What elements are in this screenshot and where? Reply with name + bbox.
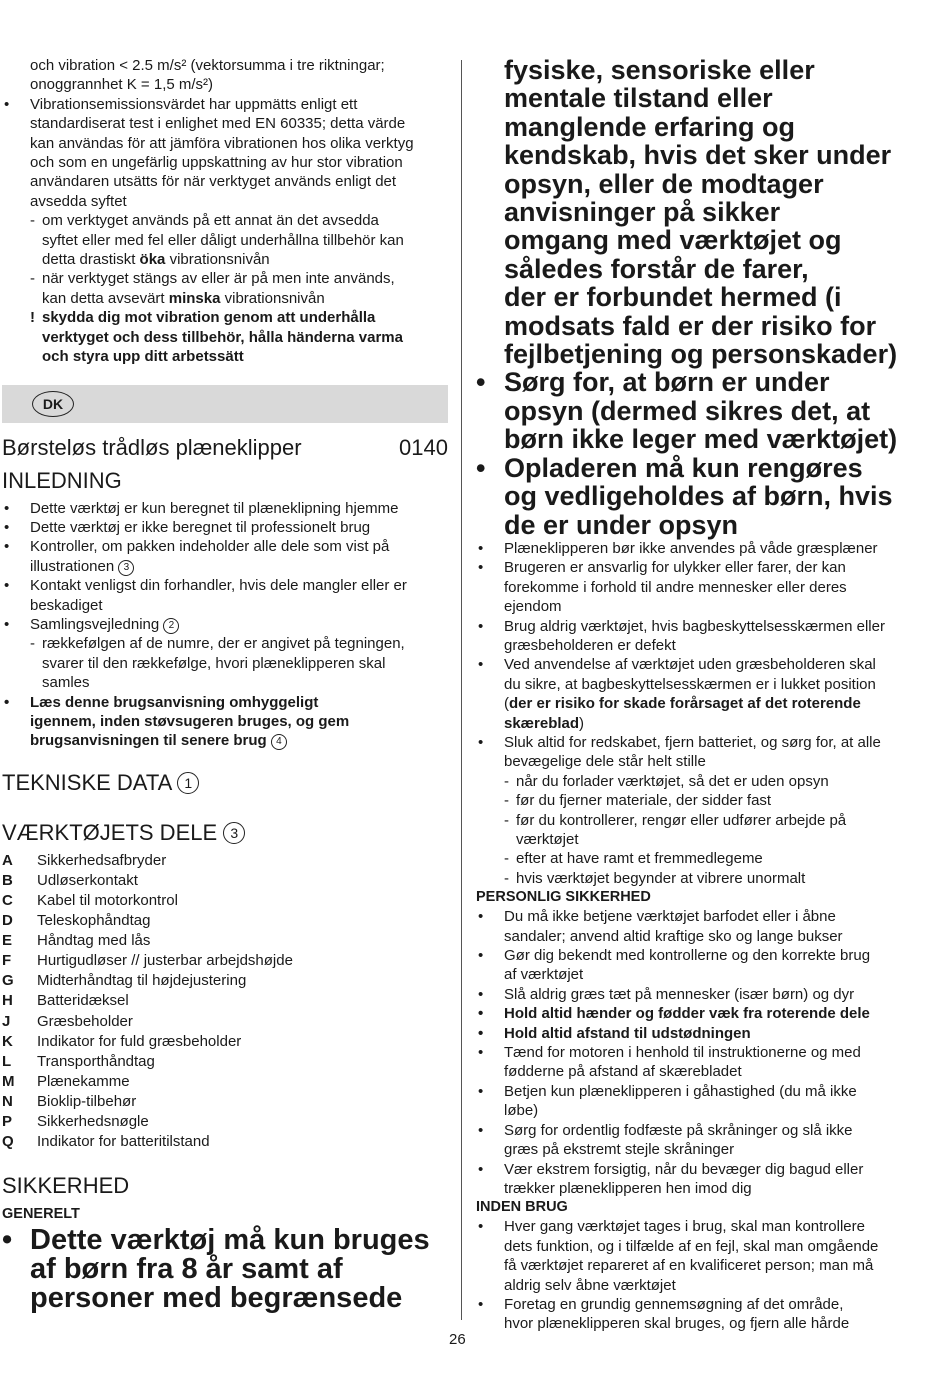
big-bullet-supervision (476, 368, 932, 453)
parts-list-item (2, 991, 448, 1011)
intro-bullet-read-manual (2, 693, 448, 751)
text-line: Plæneklipperen bør ikke anvendes på våde græsplæner (504, 539, 878, 557)
text-line: Kontakt venligst din forhandler, hvis dele mangler eller er (30, 577, 407, 595)
parts-list-item (2, 1032, 448, 1052)
personal-bullet (476, 1043, 932, 1082)
dash-marker: - (30, 635, 35, 653)
intro-bullet (2, 499, 448, 518)
bullet-marker: • (478, 617, 484, 635)
personal-bullet (476, 1024, 932, 1043)
part-letter: B (2, 871, 13, 889)
figure-ref-4: 4 (271, 734, 287, 750)
text-span: illustrationen (30, 557, 115, 575)
parts-list-item (2, 1012, 448, 1032)
safety-sub (476, 772, 932, 791)
dash-marker: - (30, 212, 35, 230)
parts-list-item (2, 1052, 448, 1072)
text-line: om verktyget används på ett annat än det avsedda (42, 212, 379, 230)
personal-bullet (476, 907, 932, 946)
text-line: trækker plæneklipperen hen imod dig (504, 1179, 752, 1197)
text-line: af børn fra 8 år samt af (30, 1253, 343, 1286)
intro-sub (2, 634, 448, 692)
bullet-marker: • (478, 1024, 484, 1042)
text-line: Sørg for ordentlig fodfæste på skråninger og slå ikke (504, 1121, 853, 1139)
intro-bullet (2, 576, 448, 615)
product-title: Børsteløs trådløs plæneklipper (2, 434, 302, 460)
bullet-marker: • (478, 1082, 484, 1100)
text-line: standardiserat test i enlighet med EN 60335; detta värde (30, 115, 406, 133)
text-line: værktøjet (516, 831, 579, 848)
safety-bullet (476, 655, 932, 733)
safety-bullet (476, 539, 932, 558)
parts-list-item (2, 951, 448, 971)
intro-bullet (2, 615, 448, 634)
tech-data-heading (2, 769, 448, 797)
text-span: vibrationsnivån (220, 289, 325, 307)
safety-bullet (476, 733, 932, 772)
part-name: Indikator for fuld græsbeholder (37, 1032, 242, 1050)
safety-sub (476, 811, 932, 850)
bullet-marker: • (476, 452, 486, 483)
text-line: før du fjerner materiale, der sidder fast (516, 792, 772, 810)
part-letter: D (2, 912, 13, 930)
part-name: Midterhåndtag til højdejustering (37, 972, 247, 990)
personal-bullet (476, 946, 932, 985)
figure-ref-2: 2 (163, 618, 179, 634)
text-line: forekomme i forhold til andre mennesker eller deres (504, 578, 847, 596)
text-line: anvisninger på sikker (504, 197, 781, 228)
right-column (476, 56, 932, 1334)
text-line (504, 714, 932, 733)
text-span: brugsanvisningen til senere brug (30, 732, 267, 750)
part-letter: G (2, 972, 14, 990)
sv-sub-increase (2, 211, 448, 269)
text-span: Samlingsvejledning (30, 615, 160, 633)
safety-sub (476, 869, 932, 888)
bullet-marker: • (2, 1224, 13, 1257)
part-name: Plænekamme (37, 1072, 130, 1090)
text-line: syftet eller med fel eller dåligt underhållna tillbehör kan (42, 231, 404, 249)
bullet-marker: • (478, 985, 484, 1003)
text-line: när verktyget stängs av eller är på men inte används, (42, 270, 395, 288)
text-line: Gør dig bekendt med kontrollerne og den korrekte brug (504, 947, 871, 965)
intro-bullet (2, 518, 448, 537)
big-bullet-children (2, 1226, 448, 1313)
parts-list-item (2, 971, 448, 991)
text-line: beskadiget (30, 596, 103, 614)
before-use-bullet (476, 1295, 932, 1334)
text-line: efter at have ramt et fremmedlegeme (516, 850, 763, 868)
text-line: avsedda syftet (30, 192, 127, 210)
text-line: sandaler; anvend altid kraftige sko og lange bukser (504, 927, 843, 945)
figure-ref-1: 1 (177, 772, 199, 794)
text-line: Opladeren må kun rengøres (504, 452, 863, 483)
heading-text: VÆRKTØJETS DELE (2, 819, 218, 845)
text-line: Tænd for motoren i henhold til instruktionerne og med (504, 1044, 861, 1062)
before-use-bullet (476, 1217, 932, 1295)
bullet-marker: • (4, 499, 10, 517)
bullet-marker: • (478, 1044, 484, 1062)
part-letter: E (2, 932, 13, 950)
text-line: Slå aldrig græs tæt på mennesker (især børn) og dyr (504, 985, 855, 1003)
text-line: fysiske, sensoriske eller (504, 55, 815, 85)
text-line: Brug aldrig værktøjet, hvis bagbeskyttelsesskærmen eller (504, 617, 885, 635)
column-divider (461, 60, 462, 1320)
text-span: kan detta avsevärt (42, 289, 169, 307)
text-line: børn ikke leger med værktøjet) (504, 424, 898, 455)
text-span: ( (504, 695, 509, 713)
parts-list-item (2, 891, 448, 911)
text-line: når du forlader værktøjet, så det er uden opsyn (516, 772, 829, 790)
text-line: Dette værktøj er ikke beregnet til professionelt brug (30, 518, 371, 536)
bullet-marker: • (478, 1295, 484, 1313)
bullet-marker: • (478, 947, 484, 965)
text-line: løbe) (504, 1102, 539, 1120)
parts-list-item (2, 1132, 448, 1152)
bullet-marker: • (478, 1218, 484, 1236)
text-line: skydda dig mot vibration genom att underhålla (42, 309, 376, 327)
part-name: Udløserkontakt (37, 871, 138, 889)
text-line (30, 731, 448, 750)
parts-list (2, 851, 448, 1152)
text-line: Ved anvendelse af værktøjet uden græsbeholderen skal (504, 656, 876, 674)
safety-sub (476, 849, 932, 868)
parts-list-item (2, 1112, 448, 1132)
part-name: Batteridæksel (37, 992, 129, 1010)
dash-marker: - (30, 270, 35, 288)
bullet-marker: • (476, 367, 486, 398)
text-line: Brugeren er ansvarlig for ulykker eller farer, der kan (504, 559, 846, 577)
bullet-marker: • (478, 539, 484, 557)
text-line: opsyn (dermed sikres det, at (504, 395, 871, 426)
text-line: samles (42, 674, 90, 692)
product-title-row (2, 433, 448, 463)
dash-marker: - (504, 850, 509, 868)
text-line: Hold altid afstand til udstødningen (504, 1024, 751, 1042)
general-heading: GENERELT (2, 1206, 80, 1223)
part-name: Hurtigudløser // justerbar arbejdshøjde (37, 952, 293, 970)
language-bar (2, 385, 448, 423)
text-line: rækkefølgen af de numre, der er angivet på tegningen, (42, 635, 405, 653)
text-line: Hold altid hænder og fødder væk fra roterende dele (504, 1005, 870, 1023)
parts-list-item (2, 871, 448, 891)
text-span: vibrationsnivån (165, 251, 270, 269)
safety-heading: SIKKERHED (2, 1173, 130, 1199)
personal-bullet (476, 1121, 932, 1160)
text-line: således forstår de farer, (504, 253, 809, 284)
text-line: Betjen kun plæneklipperen i gåhastighed (du må ikke (504, 1082, 857, 1100)
figure-ref-3: 3 (118, 560, 134, 576)
text-line: mentale tilstand eller (504, 83, 773, 114)
part-name: Græsbeholder (37, 1012, 133, 1030)
bullet-marker: • (478, 559, 484, 577)
text-line: græs på ekstremt stejle skråninger (504, 1141, 735, 1159)
text-line: aldrig selv åbne værktøjet (504, 1276, 676, 1294)
text-line: græsbeholderen er defekt (504, 636, 676, 654)
text-line: opsyn, eller de modtager (504, 168, 824, 199)
heading-text: TEKNISKE DATA (2, 769, 172, 795)
part-name: Kabel til motorkontrol (37, 891, 178, 909)
text-line: før du kontrollerer, rengør eller udfører arbejde på (516, 811, 847, 829)
part-letter: M (2, 1072, 15, 1090)
text-line: verktyget och dess tillbehör, hålla händerna varma (42, 328, 403, 346)
text-line: manglende erfaring og (504, 111, 796, 142)
text-line: omgang med værktøjet og (504, 225, 842, 256)
dash-marker: - (504, 772, 509, 790)
text-line: fødderne på afstand af skærebladet (504, 1063, 742, 1081)
parts-list-item (2, 1092, 448, 1112)
text-line: Vær ekstrem forsigtig, når du bevæger dig bagud eller (504, 1160, 864, 1178)
bold-span: skæreblad (504, 714, 580, 732)
text-line: Hver gang værktøjet tages i brug, skal man kontrollere (504, 1218, 865, 1236)
text-line: Vibrationsemissionsvärdet har uppmätts enligt ett (30, 95, 358, 113)
sv-vibration-values (2, 56, 448, 95)
bullet-marker: • (478, 656, 484, 674)
safety-bullet (476, 617, 932, 656)
parts-list-item (2, 851, 448, 871)
dash-marker: - (504, 792, 509, 810)
text-line: och styra upp ditt arbetssätt (42, 348, 244, 366)
text-line: Du må ikke betjene værktøjet barfodet eller i åbne (504, 908, 836, 926)
part-letter: J (2, 1012, 11, 1030)
part-letter: N (2, 1092, 13, 1110)
text-line: Sluk altid for redskabet, fjern batteriet, og sørg for, at alle (504, 733, 881, 751)
part-letter: A (2, 851, 13, 869)
text-line (30, 615, 448, 634)
personal-safety-heading: PERSONLIG SIKKERHED (476, 889, 651, 906)
personal-bullet (476, 1082, 932, 1121)
part-letter: Q (2, 1133, 14, 1151)
page-number: 26 (449, 1331, 466, 1348)
bold-span: öka (139, 251, 166, 269)
personal-bullet (476, 985, 932, 1004)
part-name: Teleskophåndtag (37, 912, 151, 930)
text-line: få værktøjet repareret af en kvalificeret person; man må (504, 1257, 874, 1275)
text-line: onoggrannhet K = 1,5 m/s²) (30, 76, 214, 94)
parts-list-item (2, 931, 448, 951)
text-line: af værktøjet (504, 966, 584, 984)
bullet-marker: • (478, 1160, 484, 1178)
bullet-marker: • (4, 95, 10, 113)
part-name: Sikkerhedsafbryder (37, 851, 167, 869)
before-use-heading: INDEN BRUG (476, 1199, 568, 1216)
text-line: dets funktion, og i tilfælde af en fejl, skal man omgående (504, 1237, 879, 1255)
part-name: Indikator for batteritilstand (37, 1133, 210, 1151)
text-line: Foretag en grundig gennemsøgning af det område, (504, 1295, 844, 1313)
product-code: 0140 (399, 434, 448, 460)
text-line: de er under opsyn (504, 509, 739, 540)
bullet-marker: • (4, 577, 10, 595)
text-line: du sikre, at bagbeskyttelsesskærmen er i lukket position (504, 675, 876, 693)
dash-marker: - (504, 811, 509, 829)
text-line (42, 289, 448, 308)
left-column (2, 56, 448, 1313)
text-line (30, 557, 448, 576)
text-line: bevægelige dele står helt stille (504, 753, 706, 771)
bullet-marker: • (4, 615, 10, 633)
parts-heading (2, 819, 448, 847)
text-line: modsats fald er der risiko for (504, 310, 877, 341)
part-name: Sikkerhedsnøgle (37, 1113, 149, 1130)
bullet-marker: • (4, 693, 10, 711)
bold-span: der er risiko for skade forårsaget af det roterende (509, 695, 861, 713)
text-line: igennem, inden støvsugeren bruges, og gem (30, 712, 350, 730)
part-letter: P (2, 1113, 13, 1130)
big-bullet-continuation (476, 56, 932, 368)
text-line: Dette værktøj må kun bruges (30, 1224, 430, 1257)
text-line: hvor plæneklipperen skal bruges, og fjern alle hårde (504, 1315, 850, 1333)
safety-sub (476, 791, 932, 810)
personal-bullet (476, 1160, 932, 1199)
part-letter: K (2, 1032, 13, 1050)
text-line: användaren utsätts för när verktyget används enligt det (30, 173, 397, 191)
text-line: Dette værktøj er kun beregnet til plæneklipning hjemme (30, 499, 399, 517)
intro-heading: INLEDNING (2, 467, 122, 493)
text-line: Kontroller, om pakken indeholder alle dele som vist på (30, 538, 390, 556)
text-line: og vedligeholdes af børn, hvis (504, 481, 893, 512)
text-line (42, 250, 448, 269)
text-span: detta drastiskt (42, 251, 140, 269)
figure-ref-3: 3 (223, 822, 245, 844)
language-badge: DK (32, 391, 74, 417)
personal-bullet (476, 1004, 932, 1023)
text-line: Læs denne brugsanvisning omhyggeligt (30, 693, 319, 711)
warning-marker: ! (30, 309, 35, 327)
dash-marker: - (504, 869, 509, 887)
bullet-marker: • (4, 538, 10, 556)
parts-list-item (2, 911, 448, 931)
part-letter: H (2, 992, 13, 1010)
bold-span: minska (168, 289, 221, 307)
text-line: och som en ungefärlig uppskattning av hur stor vibration (30, 154, 403, 172)
text-line: ejendom (504, 598, 562, 616)
part-name: Bioklip-tilbehør (37, 1092, 137, 1110)
big-bullet-charger (476, 454, 932, 539)
bullet-marker: • (4, 518, 10, 536)
safety-bullet (476, 558, 932, 616)
part-name: Håndtag med lås (37, 932, 151, 950)
part-letter: F (2, 952, 12, 970)
text-span: ) (579, 714, 585, 732)
part-letter: L (2, 1052, 12, 1070)
text-line: svarer til den rækkefølge, hvori plæneklipperen skal (42, 654, 386, 672)
text-line: kendskab, hvis det sker under (504, 140, 892, 171)
text-line: hvis værktøjet begynder at vibrere unormalt (516, 869, 806, 887)
parts-list-item (2, 1072, 448, 1092)
sv-warning (2, 308, 448, 366)
text-line: kan användas för att jämföra vibrationen hos olika verktyg (30, 134, 414, 152)
bullet-marker: • (478, 1005, 484, 1023)
text-line: fejlbetjening og personskader) (504, 339, 898, 370)
bullet-marker: • (478, 733, 484, 751)
text-line: personer med begrænsede (30, 1282, 403, 1315)
bullet-marker: • (478, 908, 484, 926)
text-line: der er forbundet hermed (i (504, 282, 842, 313)
text-line: Sørg for, at børn er under (504, 367, 830, 398)
text-line (504, 694, 932, 713)
part-letter: C (2, 891, 13, 909)
part-name: Transporthåndtag (37, 1052, 155, 1070)
bullet-marker: • (478, 1121, 484, 1139)
text-line: och vibration < 2.5 m/s² (vektorsumma i tre riktningar; (30, 57, 385, 74)
sv-bullet-emission (2, 95, 448, 211)
intro-bullet (2, 537, 448, 576)
sv-sub-decrease (2, 269, 448, 308)
